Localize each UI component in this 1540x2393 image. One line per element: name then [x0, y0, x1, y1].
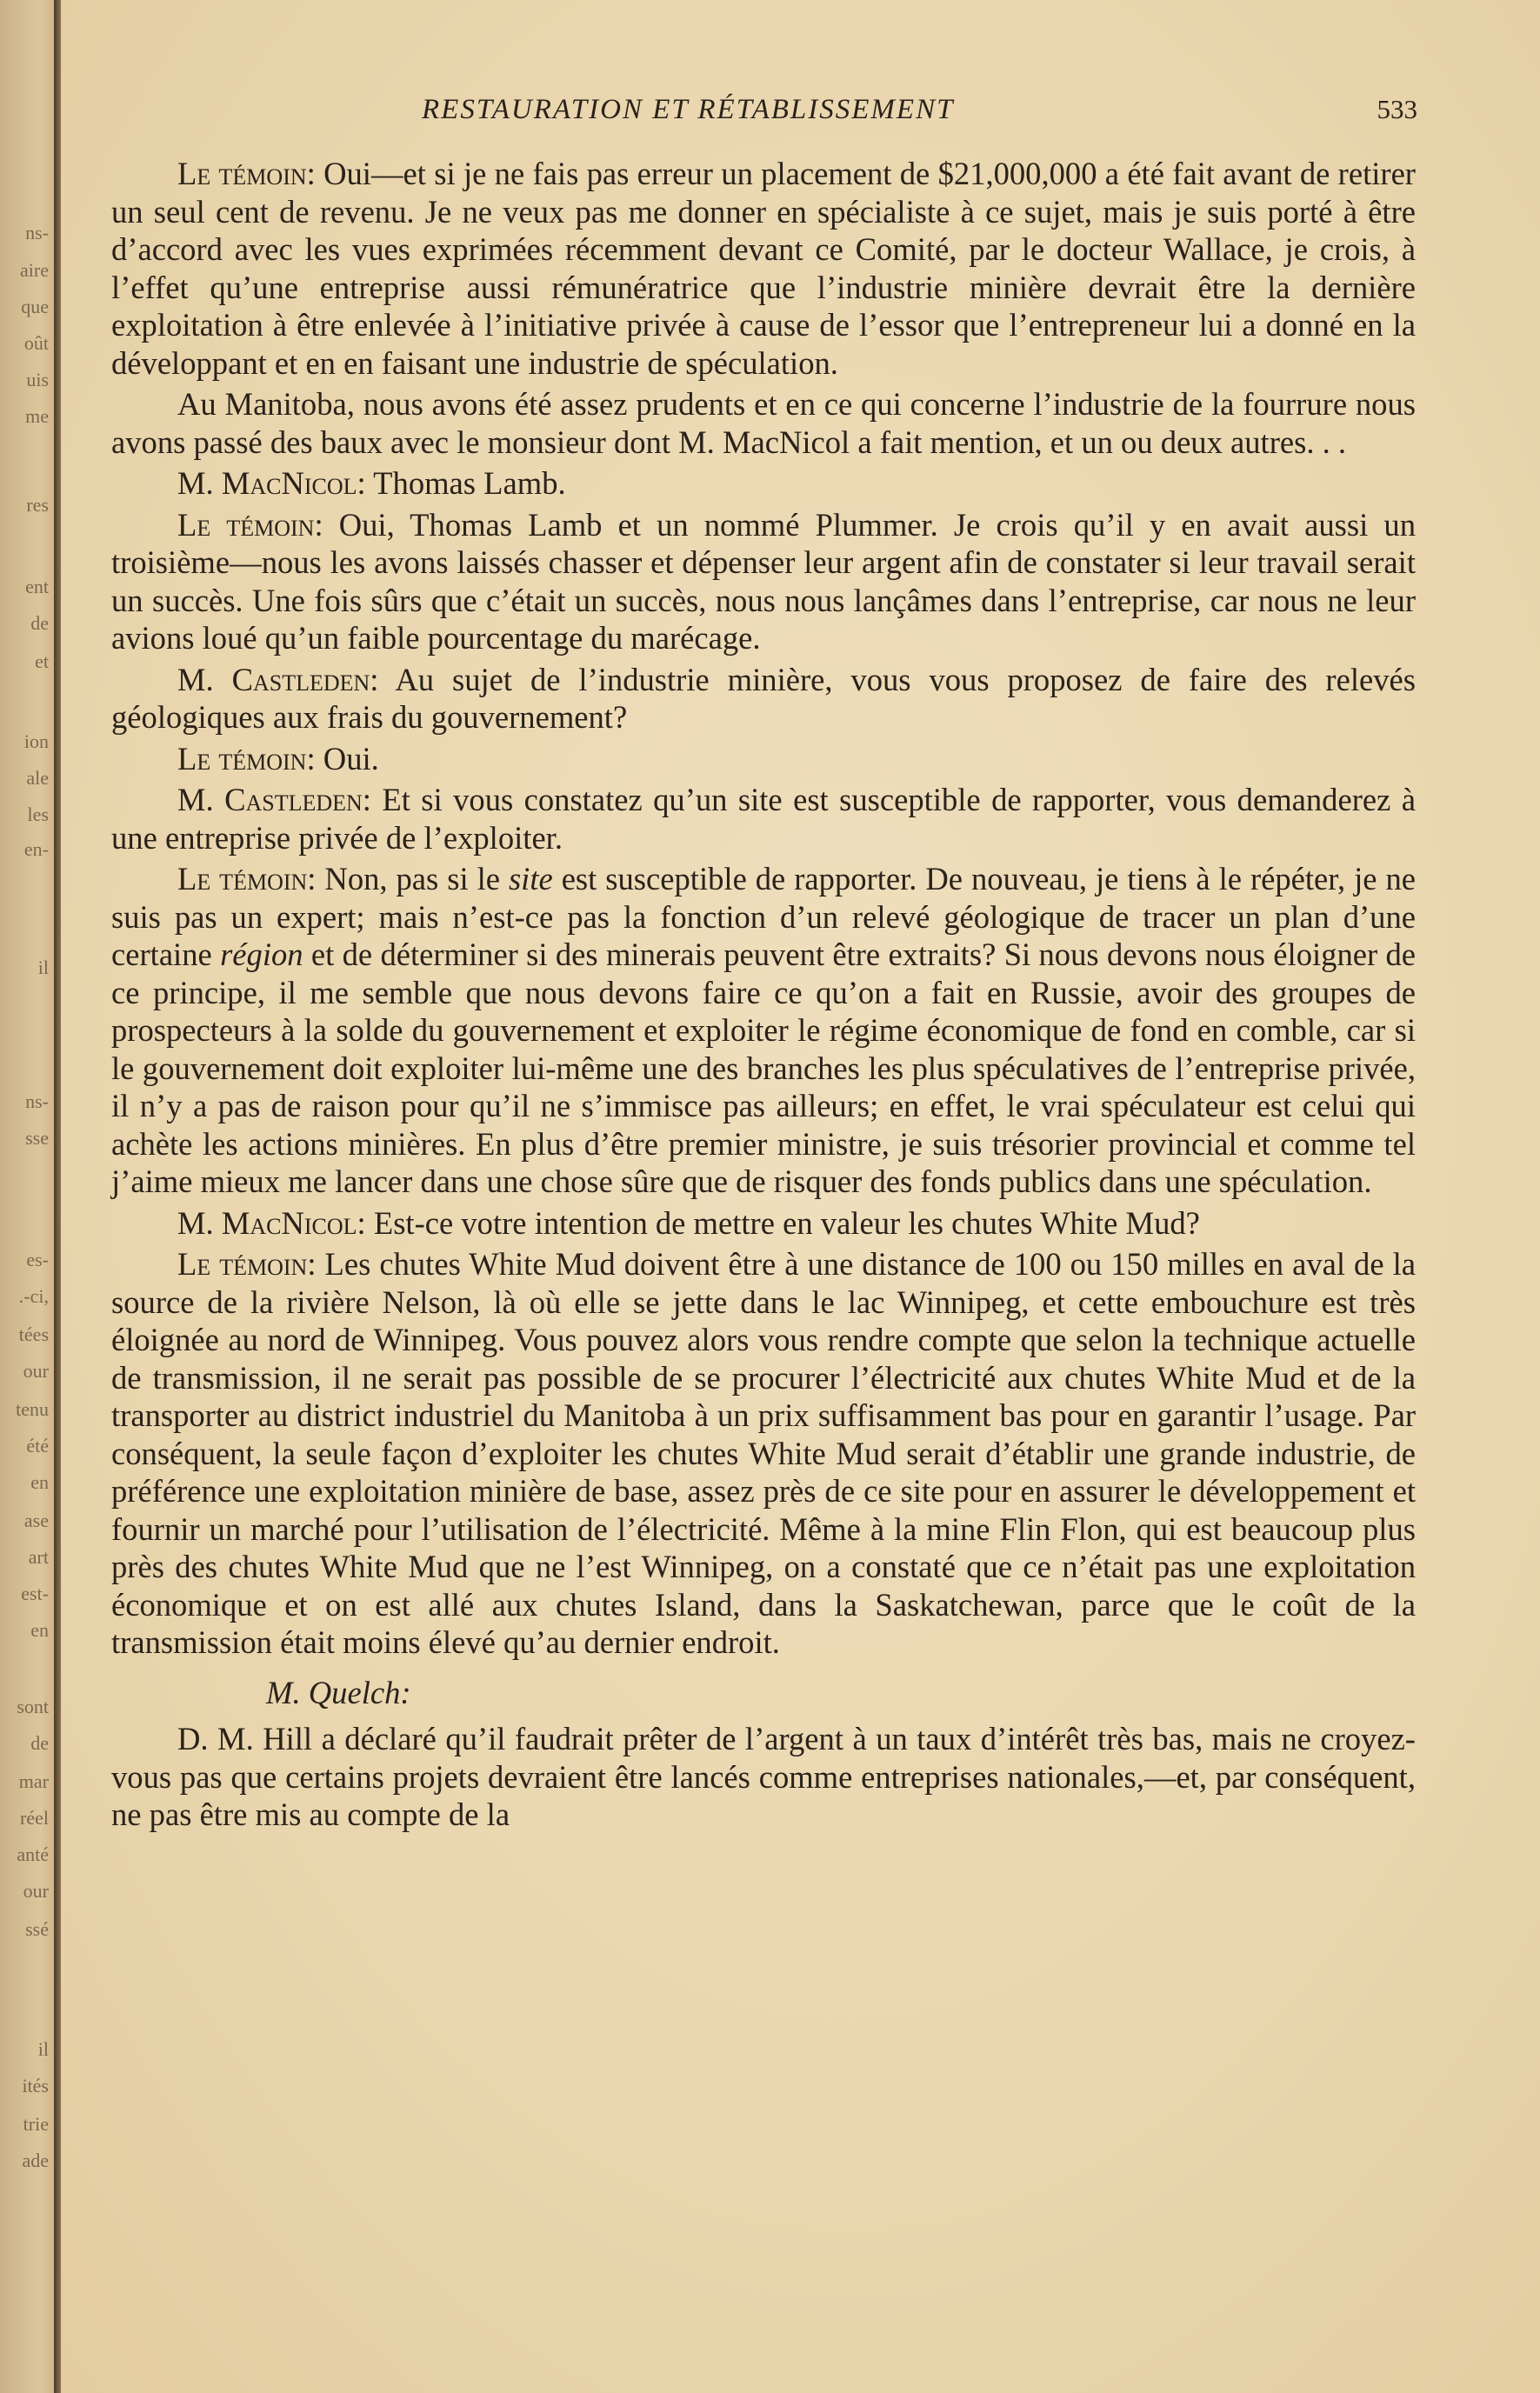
paragraph-text: Au sujet de l’industrie minière, vous vous proposez de faire des relevés géologiques aux frais du gouvernement? — [111, 661, 1416, 735]
italic-term: site — [508, 861, 553, 897]
paragraph: M. MacNicol: Thomas Lamb. — [177, 465, 566, 501]
margin-fragment: est- — [21, 1583, 49, 1604]
paragraph: Le témoin: Oui—et si je ne fais pas erreur un placement de $21,000,000 a été fait avant de retirer un seul cent de revenu. Je ne veux pas me donner en spécialiste à ce sujet, mais je suis porté à être d’accord avec les vues exprimées récemment devant ce Comité, par le docteur Wallace, je crois, à l’effet qu’une entreprise aussi rémunératrice que l’industrie minière devrait être la dernière exploitation à être enlevée à l’initiative privée à cause de l’essor que l’entrepreneur lui a donné en la développant et en en faisant une industrie de spéculation. — [111, 156, 1416, 381]
margin-fragment: tées — [18, 1323, 49, 1345]
margin-fragment: en — [30, 1471, 49, 1493]
italic-term: région — [220, 937, 303, 972]
paragraph-text: Est-ce votre intention de mettre en valeur les chutes White Mud? — [365, 1204, 1200, 1241]
speaker-name: Le témoin — [177, 861, 308, 897]
margin-fragment: de — [30, 612, 49, 634]
margin-fragment: ion — [23, 730, 49, 752]
margin-fragment: sse — [25, 1127, 49, 1149]
paragraph: Le témoin: Oui, Thomas Lamb et un nommé Plummer. Je crois qu’il y en avait aussi un troisième—nous les avons laissés chasser et dépenser leur argent afin de constater si leur travail serait un succès. Une fois sûrs que c’était un succès, nous nous lançâmes dans l’entreprise, car nous ne leur avions loué qu’un faible pourcentage du marécage. — [111, 506, 1416, 656]
margin-fragment: sont — [17, 1696, 49, 1717]
margin-fragment: ns- — [25, 222, 49, 243]
margin-fragment: que — [21, 296, 49, 317]
paragraph: M. MacNicol: Est-ce votre intention de mettre en valeur les chutes White Mud? — [177, 1204, 1200, 1241]
margin-fragment: oût — [23, 332, 49, 354]
paragraph-text: Oui—et si je ne fais pas erreur un placement de $21,000,000 a été fait avant de retirer un seul cent de revenu. Je ne veux pas me donner en spécialiste à ce sujet, mais je suis porté à être d’accord avec les vues exprimées récemment devant ce Comité, par le docteur Wallace, je crois, à l’effet qu’une entreprise aussi rémunératrice que l’industrie minière devrait être la dernière exploitation à être enlevée à l’initiative privée à cause de l’essor que l’entrepreneur lui a donné en la développant et en en faisant une industrie de spéculation. — [111, 156, 1416, 381]
margin-fragment: en- — [23, 838, 49, 860]
paragraph-text: Et si vous constatez qu’un site est susceptible de rapporter, vous demanderez à une entreprise privée de l’exploiter. — [111, 782, 1416, 856]
margin-fragment: es- — [26, 1249, 49, 1270]
margin-fragment: anté — [17, 1843, 49, 1865]
paragraph-text: Les chutes White Mud doivent être à une distance de 100 ou 150 milles en aval de la source de la rivière Nelson, là où elle se jette dans le lac Winnipeg, et cette embouchure est très éloignée au nord de Winnipeg. Vous pouvez alors vous rendre compte que selon la technique actuelle de transmission, il ne serait pas possible de se procurer l’électricité aux chutes White Mud et de la transporter au district industriel du Manitoba à un prix suffisamment bas pour en garantir l’usage. Par conséquent, la seule façon d’exploiter les chutes White Mud serait d’établir une grande industrie, de préférence une exploitation minière de base, assez près de ce site pour en assurer le développement et fournir un marché pour l’utilisation de l’électricité. Même à la mine Flin Flon, qui est beaucoup plus près des chutes White Mud que ne l’est Winnipeg, on a constaté que ce n’était pas une exploitation économique et on est allé aux chutes Island, dans la Saskatchewan, parce que le coût de la transmission était moins élevé qu’au dernier endroit. — [111, 1246, 1416, 1660]
speaker-name: M. MacNicol — [177, 1204, 357, 1241]
speaker-name: Le témoin — [177, 1246, 308, 1282]
paragraph-text: Thomas Lamb. — [365, 465, 566, 501]
margin-fragment: art — [28, 1546, 49, 1568]
speaker-name: Le témoin — [177, 156, 307, 191]
paragraph — [111, 1720, 1416, 1834]
binding-gutter — [0, 0, 57, 2393]
margin-fragment: et — [35, 650, 49, 672]
margin-fragment: en — [30, 1619, 49, 1641]
margin-fragment: ent — [25, 576, 49, 597]
margin-fragment: aire — [20, 259, 49, 281]
margin-fragment: our — [23, 1360, 49, 1382]
paragraph-text: Oui. — [315, 740, 379, 777]
margin-fragment: trie — [23, 2113, 49, 2135]
running-title: RESTAURATION ET RÉTABLISSEMENT — [422, 94, 955, 125]
speaker-name: M. MacNicol — [177, 465, 357, 501]
margin-fragment: .-ci, — [18, 1285, 49, 1307]
paragraph: Le témoin: Oui. — [177, 740, 379, 777]
paragraph-text: Non, pas si le — [316, 861, 509, 897]
paragraph-text: D. M. Hill a déclaré qu’il faudrait prêter de l’argent à un taux d’intérêt très bas, mais ne croyez-vous pas que certains projets devraient être lancés comme entreprises nationales,—et, par conséquent, ne pas être mis au compte de la — [111, 1721, 1416, 1832]
margin-fragment: tenu — [16, 1398, 49, 1420]
margin-fragment: ns- — [25, 1090, 49, 1112]
section-heading: M. Quelch: — [266, 1674, 411, 1710]
paragraph: Le témoin: Les chutes White Mud doivent être à une distance de 100 ou 150 milles en aval de la source de la rivière Nelson, là où elle se jette dans le lac Winnipeg, et cette embouchure est très éloignée au nord de Winnipeg. Vous pouvez alors vous rendre compte que selon la technique actuelle de transmission, il ne serait pas possible de se procurer l’électricité aux chutes White Mud et de la transporter au district industriel du Manitoba à un prix suffisamment bas pour en garantir l’usage. Par conséquent, la seule façon d’exploiter les chutes White Mud serait d’établir une grande industrie, de préférence une exploitation minière de base, assez près de ce site pour en assurer le développement et fournir un marché pour l’utilisation de l’électricité. Même à la mine Flin Flon, qui est beaucoup plus près des chutes White Mud que ne l’est Winnipeg, on a constaté que ce n’était pas une exploitation économique et on est allé aux chutes Island, dans la Saskatchewan, parce que le coût de la transmission était moins élevé qu’au dernier endroit. — [111, 1246, 1416, 1660]
binding-shadow — [54, 0, 61, 2393]
paragraph-text: Au Manitoba, nous avons été assez prudents et en ce qui concerne l’industrie de la fourrure nous avons passé des baux avec le monsieur dont M. MacNicol a fait mention, et un ou deux autres. . . — [111, 386, 1416, 460]
margin-fragment: res — [26, 494, 49, 516]
page-header — [113, 94, 1417, 137]
margin-fragment: de — [30, 1732, 49, 1754]
margin-fragment: il — [37, 957, 49, 978]
speaker-name: M. Castleden — [177, 661, 370, 697]
speaker-name: Le témoin — [177, 506, 315, 543]
speaker-name: Le témoin — [177, 740, 307, 777]
margin-fragment: ssé — [25, 1918, 49, 1940]
margin-fragment: les — [27, 803, 49, 825]
speaker-name: M. Castleden — [177, 782, 363, 817]
margin-fragment: me — [25, 405, 49, 427]
page-number: 533 — [1377, 94, 1417, 124]
paragraph: M. Castleden: Et si vous constatez qu’un site est susceptible de rapporter, vous demanderez à une entreprise privée de l’exploiter. — [111, 782, 1416, 856]
margin-fragment: mar — [18, 1770, 49, 1792]
margin-fragment: réel — [20, 1807, 49, 1829]
margin-fragment: été — [26, 1435, 49, 1456]
paragraph-text: est susceptible de rapporter. De nouveau, je tiens à le répéter, je ne suis pas un expert; mais n’est-ce pas la fonction d’un relevé géologique de tracer un plan d’une certaine — [111, 861, 1416, 972]
paragraph: M. Castleden: Au sujet de l’industrie minière, vous vous proposez de faire des relevés géologiques aux frais du gouvernement? — [111, 661, 1416, 735]
margin-fragment: ade — [22, 2150, 49, 2171]
margin-fragment: il — [37, 2038, 49, 2060]
margin-fragment: uis — [26, 369, 49, 390]
margin-fragment: our — [23, 1880, 49, 1902]
paragraph-text: et de déterminer si des minerais peuvent être extraits? Si nous devons nous éloigner de ce principe, il me semble que nous devons faire ce qu’on a fait en Russie, avoir des groupes de prospecteurs à la solde du gouvernement et exploiter le régime économique de fond en comble, car si le gouvernement doit exploiter lui-même une des branches les plus spéculatives de l’entreprise privée, il n’y a pas de raison pour qu’il ne s’immisce pas ailleurs; en effet, le vrai spéculateur est celui qui achète les actions minières. En plus d’être premier ministre, je suis trésorier provincial et comme tel j’aime mieux me lancer dans une chose sûre que de risquer des fonds publics dans une spéculation. — [111, 937, 1416, 1199]
margin-fragment: ités — [22, 2075, 49, 2096]
margin-fragment: ale — [26, 767, 49, 789]
paragraph — [111, 385, 1416, 461]
paragraph: Le témoin: Non, pas si le site est susceptible de rapporter. De nouveau, je tiens à le répéter, je ne suis pas un expert; mais n’est-ce pas la fonction d’un relevé géologique de tracer un plan d’une certaine région et de déterminer si des minerais peuvent être extraits? Si nous devons nous éloigner de ce principe, il me semble que nous devons faire ce qu’on a fait en Russie, avoir des groupes de prospecteurs à la solde du gouvernement et exploiter le régime économique de fond en comble, car si le gouvernement doit exploiter lui-même une des branches les plus spéculatives de l’entreprise privée, il n’y a pas de raison pour qu’il ne s’immisce pas ailleurs; en effet, le vrai spéculateur est celui qui achète les actions minières. En plus d’être premier ministre, je suis trésorier provincial et comme tel j’aime mieux me lancer dans une chose sûre que de risquer des fonds publics dans une spéculation. — [111, 861, 1416, 1199]
paragraph-text: Oui, Thomas Lamb et un nommé Plummer. Je crois qu’il y en avait aussi un troisième—nous les avons laissés chasser et dépenser leur argent afin de constater si leur travail serait un succès. Une fois sûrs que c’était un succès, nous nous lançâmes dans l’entreprise, car nous ne leur avions loué qu’un faible pourcentage du marécage. — [111, 506, 1416, 656]
body-text — [111, 155, 1416, 1837]
margin-fragment: ase — [23, 1510, 49, 1531]
